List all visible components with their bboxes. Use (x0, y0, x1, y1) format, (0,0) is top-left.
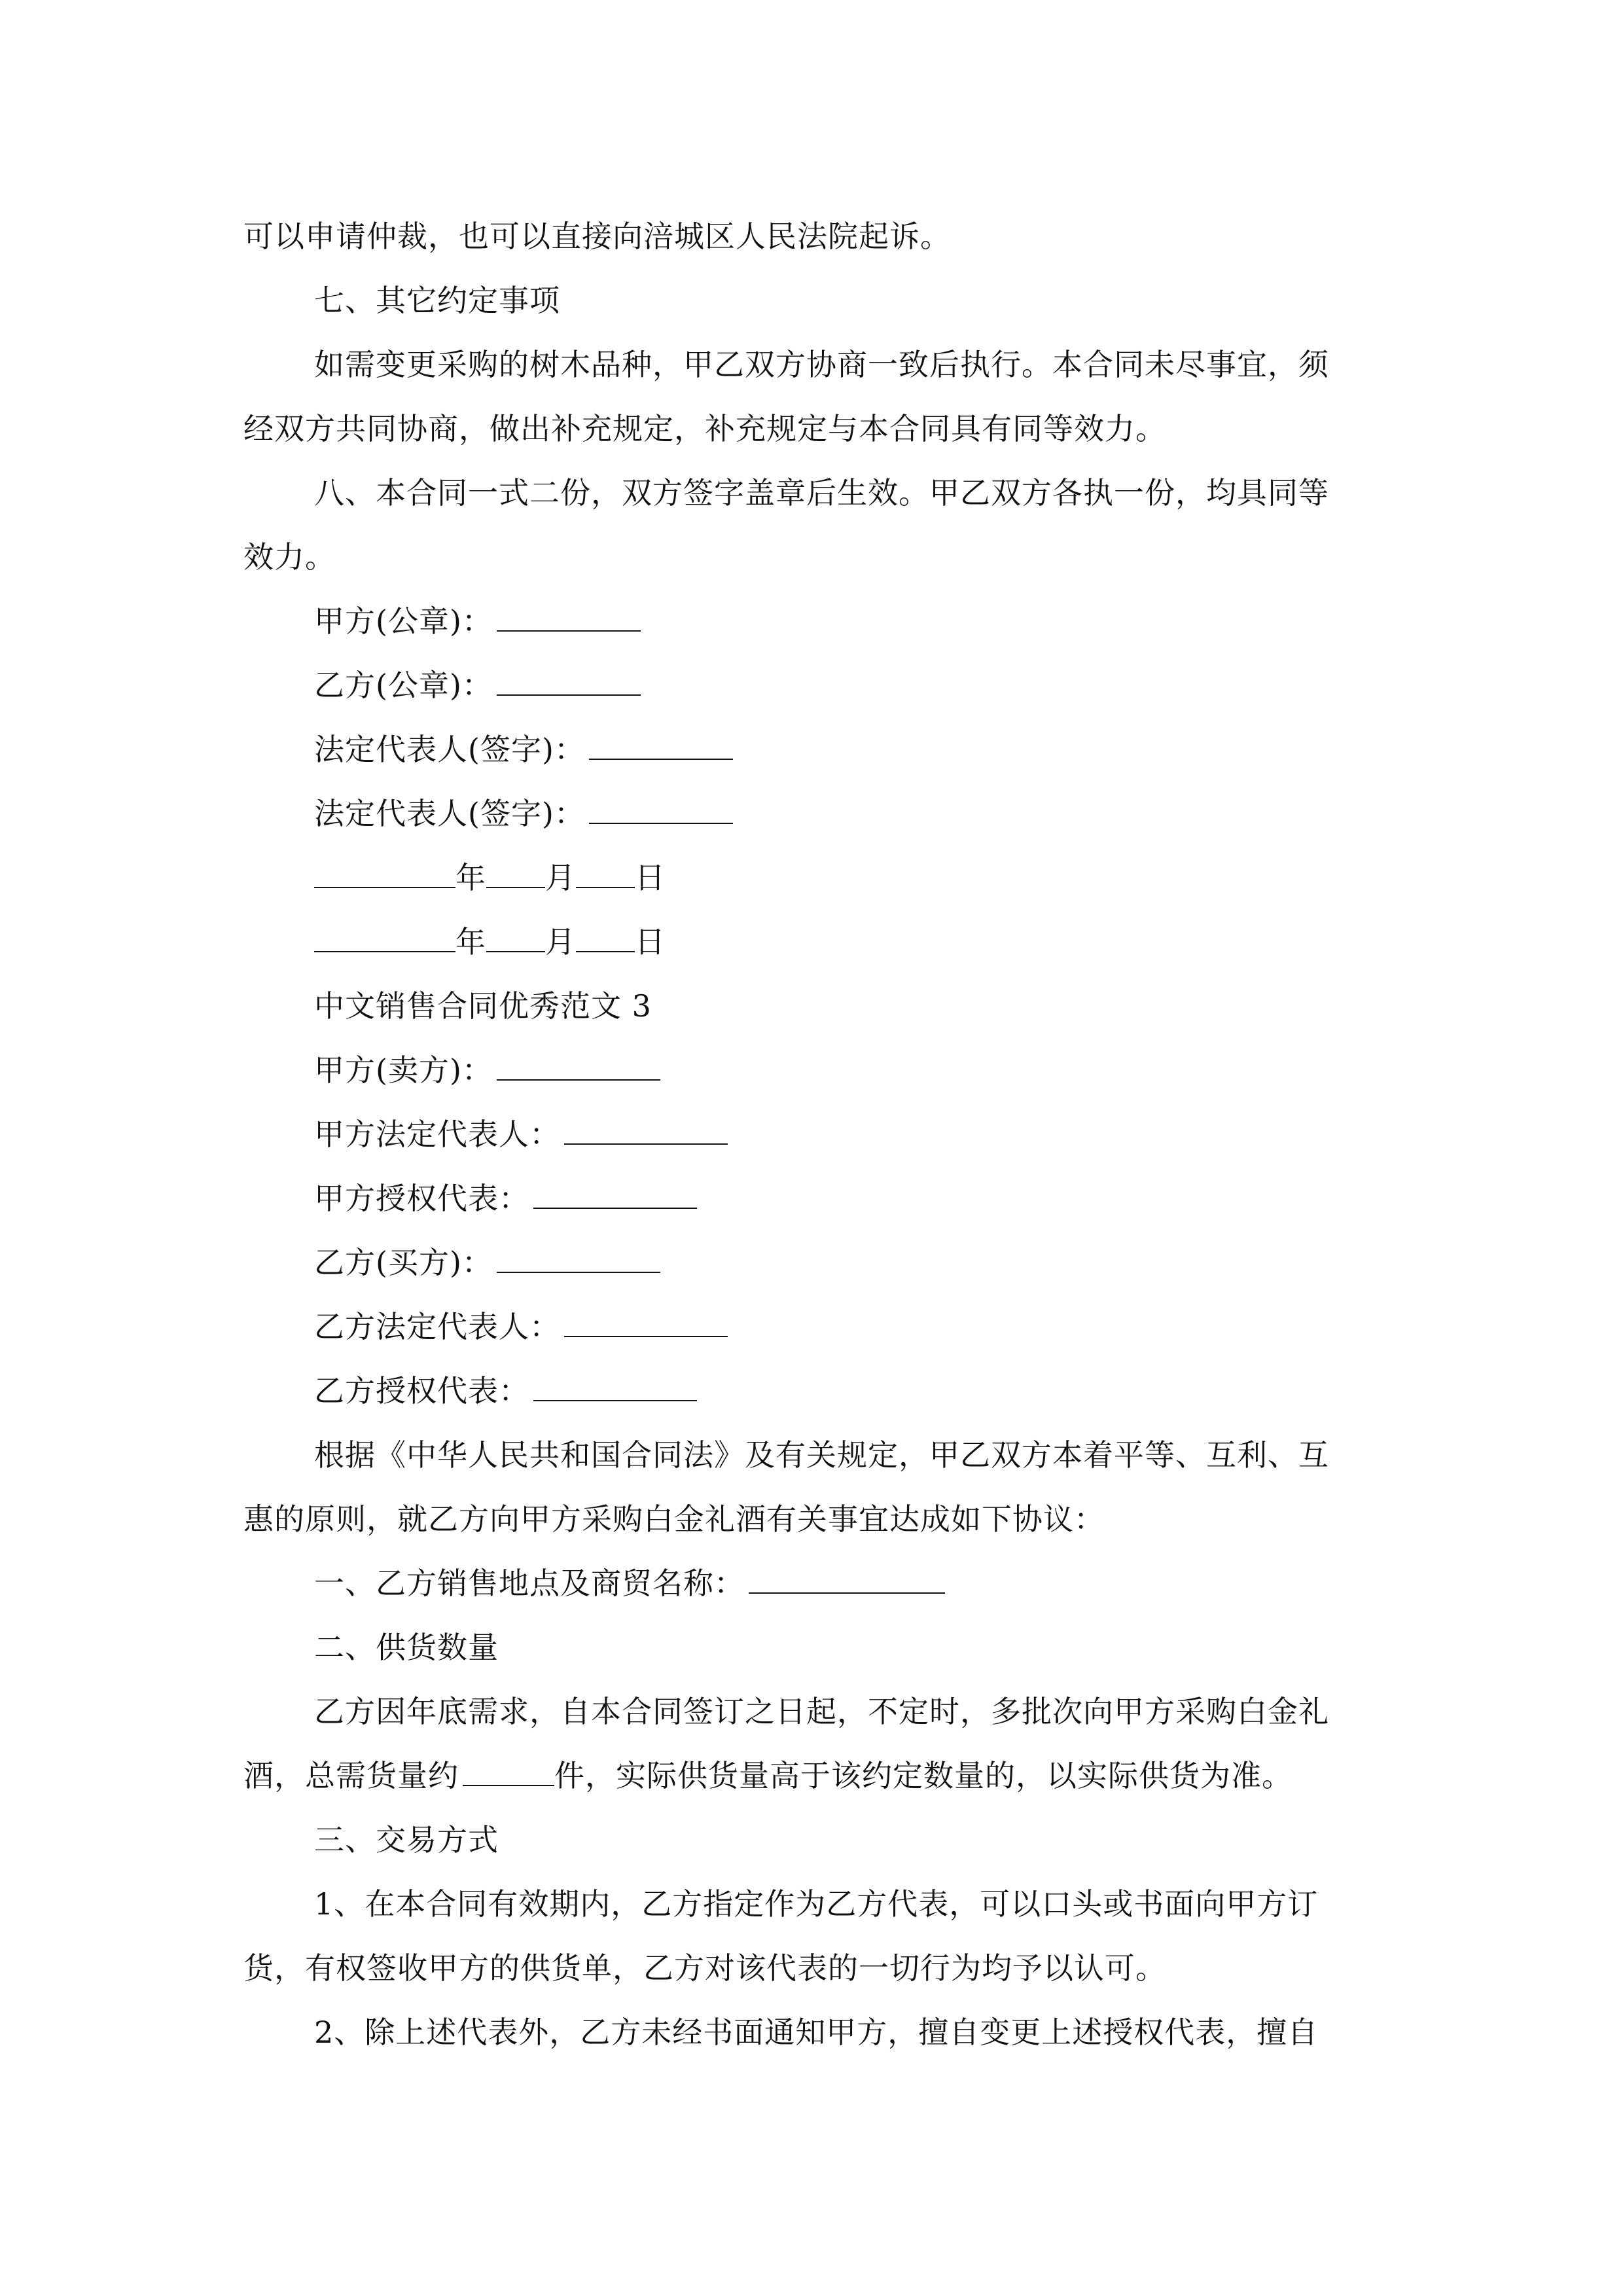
text-line: 可以申请仲裁，也可以直接向涪城区人民法院起诉。 (243, 219, 951, 254)
blank-underline (314, 927, 455, 952)
field-label: 法定代表人(签字)： (314, 796, 585, 831)
party-field-seller (243, 1038, 1383, 1102)
signature-line-party-b-seal (243, 653, 1383, 717)
month-label: 月 (545, 924, 576, 960)
party-field-seller-legal-rep (243, 1102, 1383, 1166)
field-label: 乙方(买方)： (314, 1245, 493, 1280)
text-line: 效力。 (243, 539, 336, 575)
blank-underline (497, 1248, 660, 1273)
date-line (243, 846, 1383, 910)
blank-underline (564, 1312, 728, 1337)
clause-sales-location (243, 1551, 1383, 1615)
text-line: 根据《中华人民共和国合同法》及有关规定，甲乙双方本着平等、互利、互 (314, 1437, 1329, 1473)
text-fragment: 酒，总需货量约 (243, 1758, 459, 1793)
year-label: 年 (455, 860, 486, 895)
text-line: 乙方因年底需求，自本合同签订之日起，不定时，多批次向甲方采购白金礼 (314, 1694, 1329, 1729)
blank-underline (497, 671, 641, 696)
document-title: 中文销售合同优秀范文 3 (314, 988, 652, 1024)
blank-underline (589, 799, 733, 824)
month-label: 月 (545, 860, 576, 895)
text-line: 货，有权签收甲方的供货单，乙方对该代表的一切行为均予以认可。 (243, 1950, 1166, 1986)
field-label: 乙方(公章)： (314, 668, 493, 703)
field-label: 乙方授权代表： (314, 1373, 529, 1408)
blank-underline (486, 927, 545, 952)
blank-underline (486, 863, 545, 888)
day-label: 日 (635, 924, 666, 960)
field-label: 一、乙方销售地点及商贸名称： (314, 1566, 745, 1601)
party-field-buyer-authorized-rep (243, 1359, 1383, 1423)
text-line: 如需变更采购的树木品种，甲乙双方协商一致后执行。本合同未尽事宜，须 (314, 347, 1329, 382)
signature-line-party-a-seal (243, 589, 1383, 653)
field-label: 甲方授权代表： (314, 1181, 529, 1216)
contract-text (243, 204, 1383, 2064)
blank-underline (576, 863, 635, 888)
section-heading: 七、其它约定事项 (314, 283, 560, 318)
blank-underline (533, 1376, 697, 1401)
blank-underline (314, 863, 455, 888)
text-line-quantity (243, 1744, 1383, 1808)
text-line: 八、本合同一式二份，双方签字盖章后生效。甲乙双方各执一份，均具同等 (314, 475, 1329, 511)
party-field-buyer-legal-rep (243, 1295, 1383, 1359)
blank-underline (463, 1761, 554, 1786)
signature-line-legal-rep (243, 781, 1383, 846)
blank-underline (497, 607, 641, 632)
text-line: 惠的原则，就乙方向甲方采购白金礼酒有关事宜达成如下协议： (243, 1501, 1105, 1537)
text-line: 1、在本合同有效期内，乙方指定作为乙方代表，可以口头或书面向甲方订 (314, 1886, 1319, 1922)
blank-underline (533, 1184, 697, 1209)
year-label: 年 (455, 924, 486, 960)
date-line (243, 910, 1383, 974)
signature-line-legal-rep (243, 717, 1383, 781)
blank-underline (576, 927, 635, 952)
blank-underline (589, 735, 733, 760)
section-heading: 三、交易方式 (314, 1822, 499, 1857)
text-line: 经双方共同协商，做出补充规定，补充规定与本合同具有同等效力。 (243, 411, 1166, 446)
section-heading: 二、供货数量 (314, 1630, 499, 1665)
blank-underline (497, 1056, 660, 1081)
field-label: 甲方(卖方)： (314, 1052, 493, 1088)
field-label: 甲方(公章)： (314, 603, 493, 639)
field-label: 法定代表人(签字)： (314, 732, 585, 767)
party-field-buyer (243, 1230, 1383, 1295)
blank-underline (749, 1569, 945, 1594)
field-label: 乙方法定代表人： (314, 1309, 560, 1344)
party-field-seller-authorized-rep (243, 1166, 1383, 1230)
blank-underline (564, 1120, 728, 1145)
text-fragment: 件，实际供货量高于该约定数量的，以实际供货为准。 (554, 1758, 1293, 1793)
day-label: 日 (635, 860, 666, 895)
text-line: 2、除上述代表外，乙方未经书面通知甲方，擅自变更上述授权代表，擅自 (314, 2015, 1319, 2050)
field-label: 甲方法定代表人： (314, 1117, 560, 1152)
